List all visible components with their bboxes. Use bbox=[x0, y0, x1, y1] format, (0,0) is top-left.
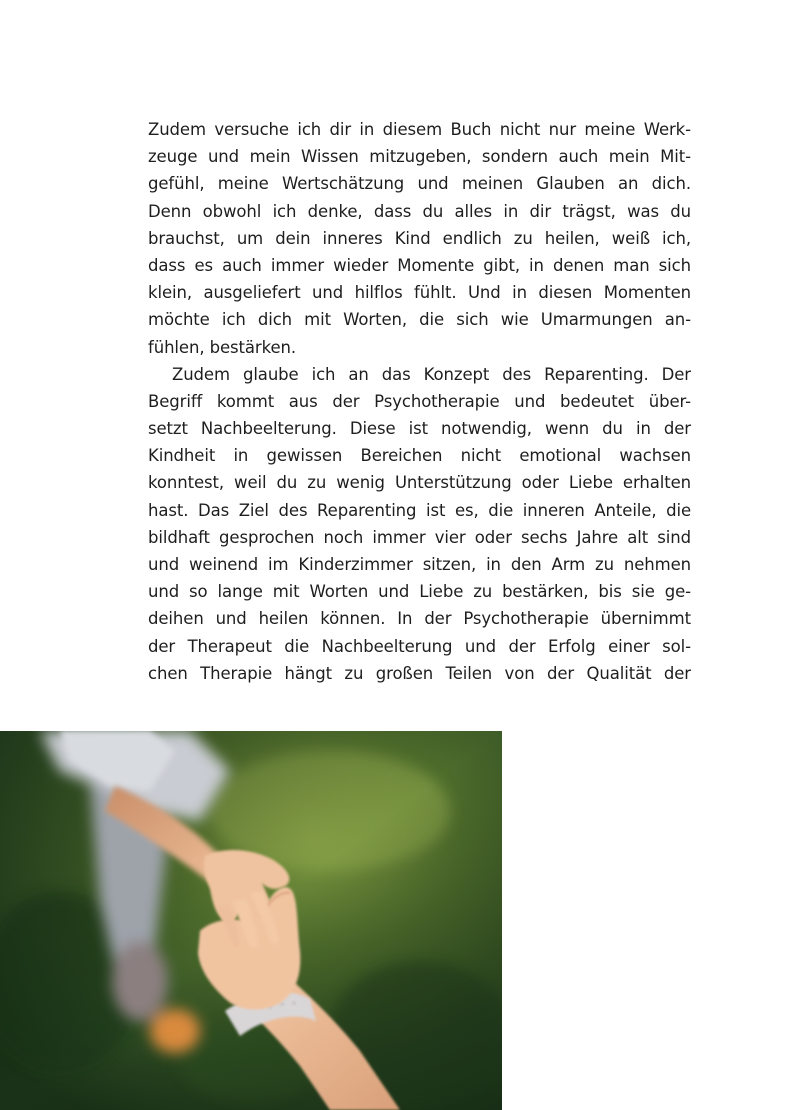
text-line: chen Therapie hängt zu großen Teilen von der Qualität der bbox=[148, 663, 691, 683]
text-line: möchte ich dich mit Worten, die sich wie Umarmungen an- bbox=[148, 310, 691, 330]
text-line: konntest, weil du zu wenig Unterstützung oder Liebe erhalten bbox=[148, 473, 691, 493]
text-line: hast. Das Ziel des Reparenting ist es, die inneren Anteile, die bbox=[148, 500, 691, 520]
body-text bbox=[148, 116, 691, 687]
text-line: gefühl, meine Wertschätzung und meinen Glauben an dich. bbox=[148, 174, 691, 194]
text-line: deihen und heilen können. In der Psychotherapie übernimmt bbox=[148, 609, 691, 629]
text-line: Kindheit in gewissen Bereichen nicht emotional wachsen bbox=[148, 446, 691, 466]
text-line: klein, ausgeliefert und hilflos fühlt. Und in diesen Momenten bbox=[148, 283, 691, 303]
text-line: und weinend im Kinderzimmer sitzen, in den Arm zu nehmen bbox=[148, 555, 691, 574]
text-line: setzt Nachbeelterung. Diese ist notwendig, wenn du in der bbox=[148, 419, 691, 439]
text-line: der Therapeut die Nachbeelterung und der Erfolg einer sol- bbox=[148, 636, 691, 656]
text-line: dass es auch immer wieder Momente gibt, in denen man sich bbox=[148, 255, 691, 275]
text-line: und so lange mit Worten und Liebe zu bestärken, bis sie ge- bbox=[148, 582, 691, 602]
text-line: Denn obwohl ich denke, dass du alles in dir trägst, was du bbox=[148, 201, 691, 221]
text-line: Zudem versuche ich dir in diesem Buch nicht nur meine Werk- bbox=[148, 120, 691, 139]
text-line: bildhaft gesprochen noch immer vier oder sechs Jahre alt sind bbox=[148, 527, 691, 547]
holding-hands-photo bbox=[0, 731, 502, 1110]
text-line: brauchst, um dein inneres Kind endlich zu heilen, weiß ich, bbox=[148, 228, 691, 248]
text-line: zeuge und mein Wissen mitzugeben, sondern auch mein Mit- bbox=[148, 147, 691, 167]
text-line: Begriff kommt aus der Psychotherapie und bedeutet über- bbox=[148, 391, 691, 411]
text-line: fühlen, bestärken. bbox=[148, 337, 297, 357]
text-line: Zudem glaube ich an das Konzept des Reparenting. Der bbox=[172, 364, 691, 384]
